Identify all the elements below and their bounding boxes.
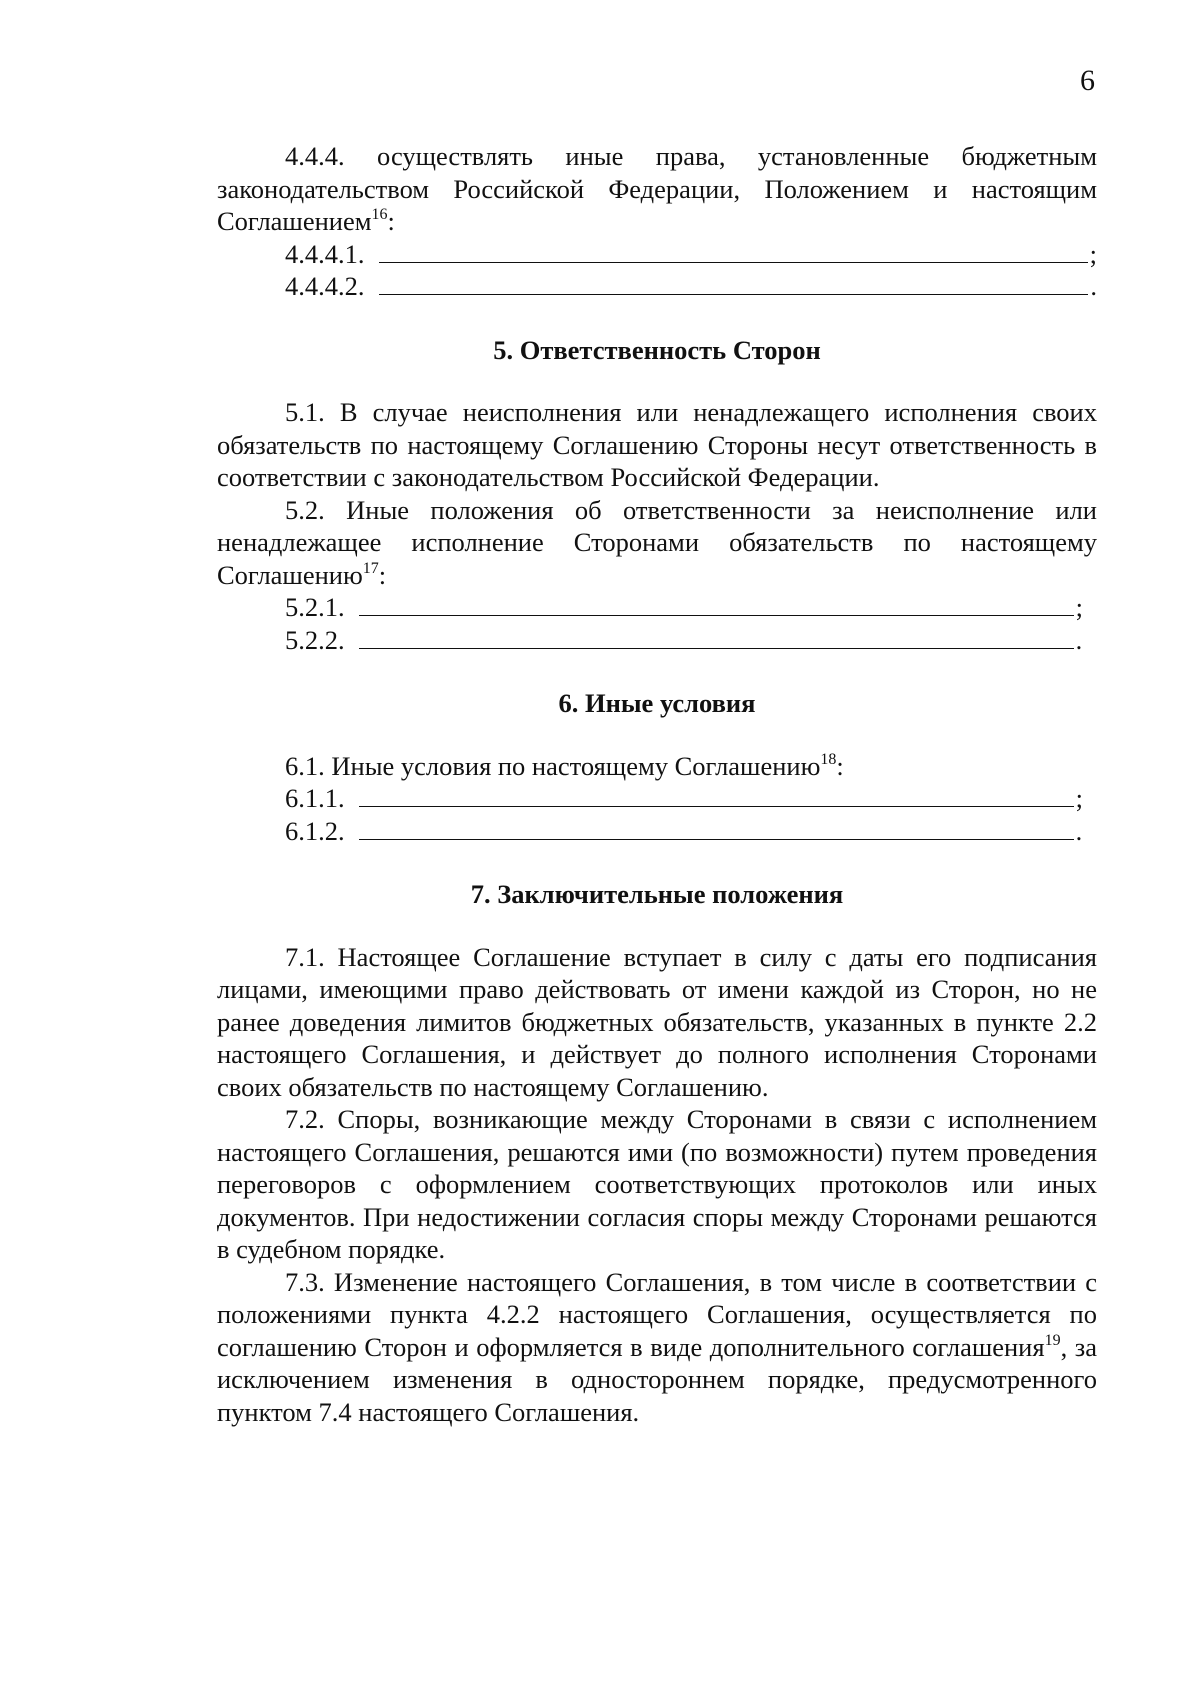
item-number: 5.2.1. <box>285 592 345 622</box>
paragraph-tail: : <box>387 206 395 236</box>
item-number: 6.1.1. <box>285 783 345 813</box>
section-6-heading: 6. Иные условия <box>558 688 756 718</box>
paragraph-6-1 <box>217 750 1097 783</box>
paragraph-5-2 <box>217 494 1097 592</box>
blank-item-4-4-4-1 <box>217 238 1097 271</box>
footnote-ref-17: 17 <box>362 559 379 577</box>
document-body <box>217 140 1097 1428</box>
fill-in-line[interactable] <box>379 238 1088 263</box>
fill-in-line[interactable] <box>359 815 1074 840</box>
paragraph-text-after: , за исключением изменения в одностороннем порядке, предусмотренного пунктом 7.4 настоящего Соглашения. <box>217 1331 1097 1427</box>
item-end: ; <box>1089 238 1097 269</box>
paragraph-text: 5.2. Иные положения об ответственности за неисполнение или ненадлежащее исполнение Сторонами обязательств по настоящему Соглашению <box>217 494 1097 590</box>
fill-in-line[interactable] <box>359 591 1074 616</box>
page-number: 6 <box>1080 64 1095 97</box>
paragraph-7-3 <box>217 1266 1097 1429</box>
fill-in-line[interactable] <box>359 624 1074 649</box>
item-number: 5.2.2. <box>285 624 345 655</box>
section-7-heading: 7. Заключительные положения <box>470 879 844 909</box>
item-end: . <box>1075 624 1083 655</box>
item-end: . <box>1075 815 1083 846</box>
blank-item-6-1-2 <box>217 815 1097 848</box>
item-number: 6.1.2. <box>285 815 345 846</box>
item-end: ; <box>1075 592 1083 622</box>
paragraph-text: 4.4.4. осуществлять иные права, установленные бюджетным законодательством Российской Федерации, Положением и настоящим Соглашением <box>217 141 1097 236</box>
footnote-ref-19: 19 <box>1044 1331 1061 1349</box>
fill-in-line[interactable] <box>379 270 1089 295</box>
fill-in-line[interactable] <box>359 782 1074 807</box>
paragraph-text: 6.1. Иные условия по настоящему Соглашению <box>285 750 821 781</box>
item-number: 4.4.4.2. <box>285 271 365 301</box>
item-end: ; <box>1075 783 1083 813</box>
blank-item-4-4-4-2 <box>217 270 1097 303</box>
blank-item-5-2-2 <box>217 624 1097 657</box>
paragraph-tail: : <box>836 750 844 781</box>
item-end: . <box>1090 271 1097 301</box>
paragraph-5-1: 5.1. В случае неисполнения или ненадлежащего исполнения своих обязательств по настоящему Соглашению Стороны несут ответственность в соответствии с законодательством Российской Федерации. <box>217 397 1097 492</box>
item-number: 4.4.4.1. <box>285 238 365 269</box>
paragraph-7-1: 7.1. Настоящее Соглашение вступает в силу с даты его подписания лицами, имеющими право действовать от имени каждой из Сторон, но не ранее доведения лимитов бюджетных обязательств, указанных в пункте 2.2 настоящего Соглашения, и действует до полного исполнения Сторонами своих обязательств по настоящему Соглашению. <box>217 941 1097 1102</box>
blank-item-6-1-1 <box>217 782 1097 815</box>
footnote-ref-16: 16 <box>371 206 388 223</box>
blank-item-5-2-1 <box>217 591 1097 624</box>
footnote-ref-18: 18 <box>820 750 837 768</box>
paragraph-tail: : <box>378 559 387 590</box>
paragraph-4-4-4 <box>217 140 1097 238</box>
paragraph-7-2: 7.2. Споры, возникающие между Сторонами в связи с исполнением настоящего Соглашения, решаются ими (по возможности) путем проведения переговоров с оформлением соответствующих протоколов или иных документов. При недостижении согласия споры между Сторонами решаются в судебном порядке. <box>217 1104 1097 1264</box>
paragraph-text: 7.3. Изменение настоящего Соглашения, в том числе в соответствии с положениями пункта 4.2.2 настоящего Соглашения, осуществляется по соглашению Сторон и оформляется в виде дополнительного соглашения <box>217 1266 1097 1362</box>
section-5-heading: 5. Ответственность Сторон <box>493 334 821 365</box>
